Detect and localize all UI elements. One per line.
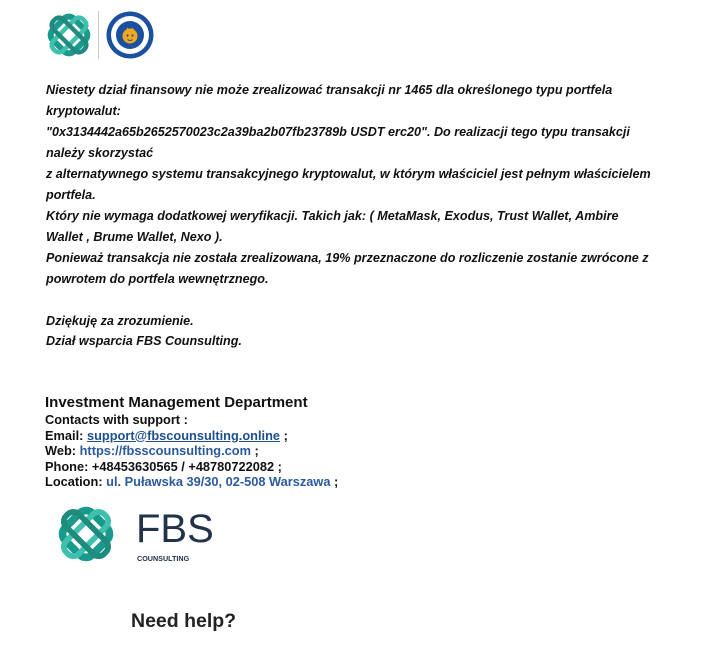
- message-line: portfela.: [46, 188, 96, 202]
- message-line: należy skorzystać: [46, 146, 154, 160]
- contacts-block: [45, 393, 695, 490]
- location-value[interactable]: ul. Puławska 39/30, 02-508 Warszawa: [106, 474, 331, 489]
- email-link[interactable]: support@fbscounsulting.online: [86, 427, 281, 443]
- signature-line: Dział wsparcia FBS Counsulting.: [46, 334, 242, 348]
- message-line: z alternatywnego systemu transakcyjnego kryptowalut, w którym właściciel jest pełnym właścicielem: [46, 167, 651, 181]
- department-title: Investment Management Department: [45, 394, 308, 411]
- fbs-wordmark-sub: COUNSULTING: [137, 554, 190, 563]
- fbs-logo-mark-icon: [54, 502, 118, 566]
- web-link[interactable]: https://fbsscounsulting.com: [79, 443, 251, 458]
- location-row: [45, 474, 695, 490]
- location-label: Location:: [45, 474, 107, 489]
- lcfc-badge-icon: [105, 10, 155, 60]
- message-line: powrotem do portfela wewnętrznego.: [46, 272, 269, 286]
- contacts-label: Contacts with support :: [45, 412, 188, 427]
- message-line: "0x3134442a65b2652570023c2a39ba2b07fb23789b USDT erc20". Do realizacji tego typu transakcji: [46, 125, 630, 139]
- need-help-heading: Need help?: [131, 610, 237, 632]
- logo-divider: [98, 11, 99, 59]
- message-line: Niestety dział finansowy nie może zrealizować transakcji nr 1465 dla określonego typu portfela: [46, 83, 613, 97]
- message-body: [46, 80, 696, 351]
- fbs-wordmark-text: FBS: [136, 507, 214, 551]
- web-row: [45, 443, 695, 459]
- email-suffix: ;: [280, 427, 288, 443]
- footer-logo: [54, 502, 214, 568]
- location-suffix: ;: [330, 474, 339, 489]
- message-line: kryptowalut:: [46, 104, 121, 118]
- web-suffix: ;: [250, 443, 259, 458]
- web-label: Web:: [45, 443, 80, 458]
- fbs-wordmark: [134, 506, 214, 568]
- message-line: Wallet , Brume Wallet, Nexo ).: [46, 230, 223, 244]
- message-line: Który nie wymaga dodatkowej weryfikacji. Takich jak: ( MetaMask, Exodus, Trust Wallet, Ambire: [46, 209, 619, 223]
- thanks-line: Dziękuję za zrozumienie.: [46, 314, 194, 328]
- header-logos: [44, 10, 155, 60]
- phone-row: Phone: +48453630565 / +48780722082 ;: [45, 458, 282, 474]
- email-row: [45, 428, 695, 444]
- fbs-logo-mark-icon: [44, 10, 94, 60]
- email-label: Email:: [45, 427, 87, 443]
- message-line: Ponieważ transakcja nie została zrealizowana, 19% przeznaczone do rozliczenie zostanie zwrócone z: [46, 251, 649, 265]
